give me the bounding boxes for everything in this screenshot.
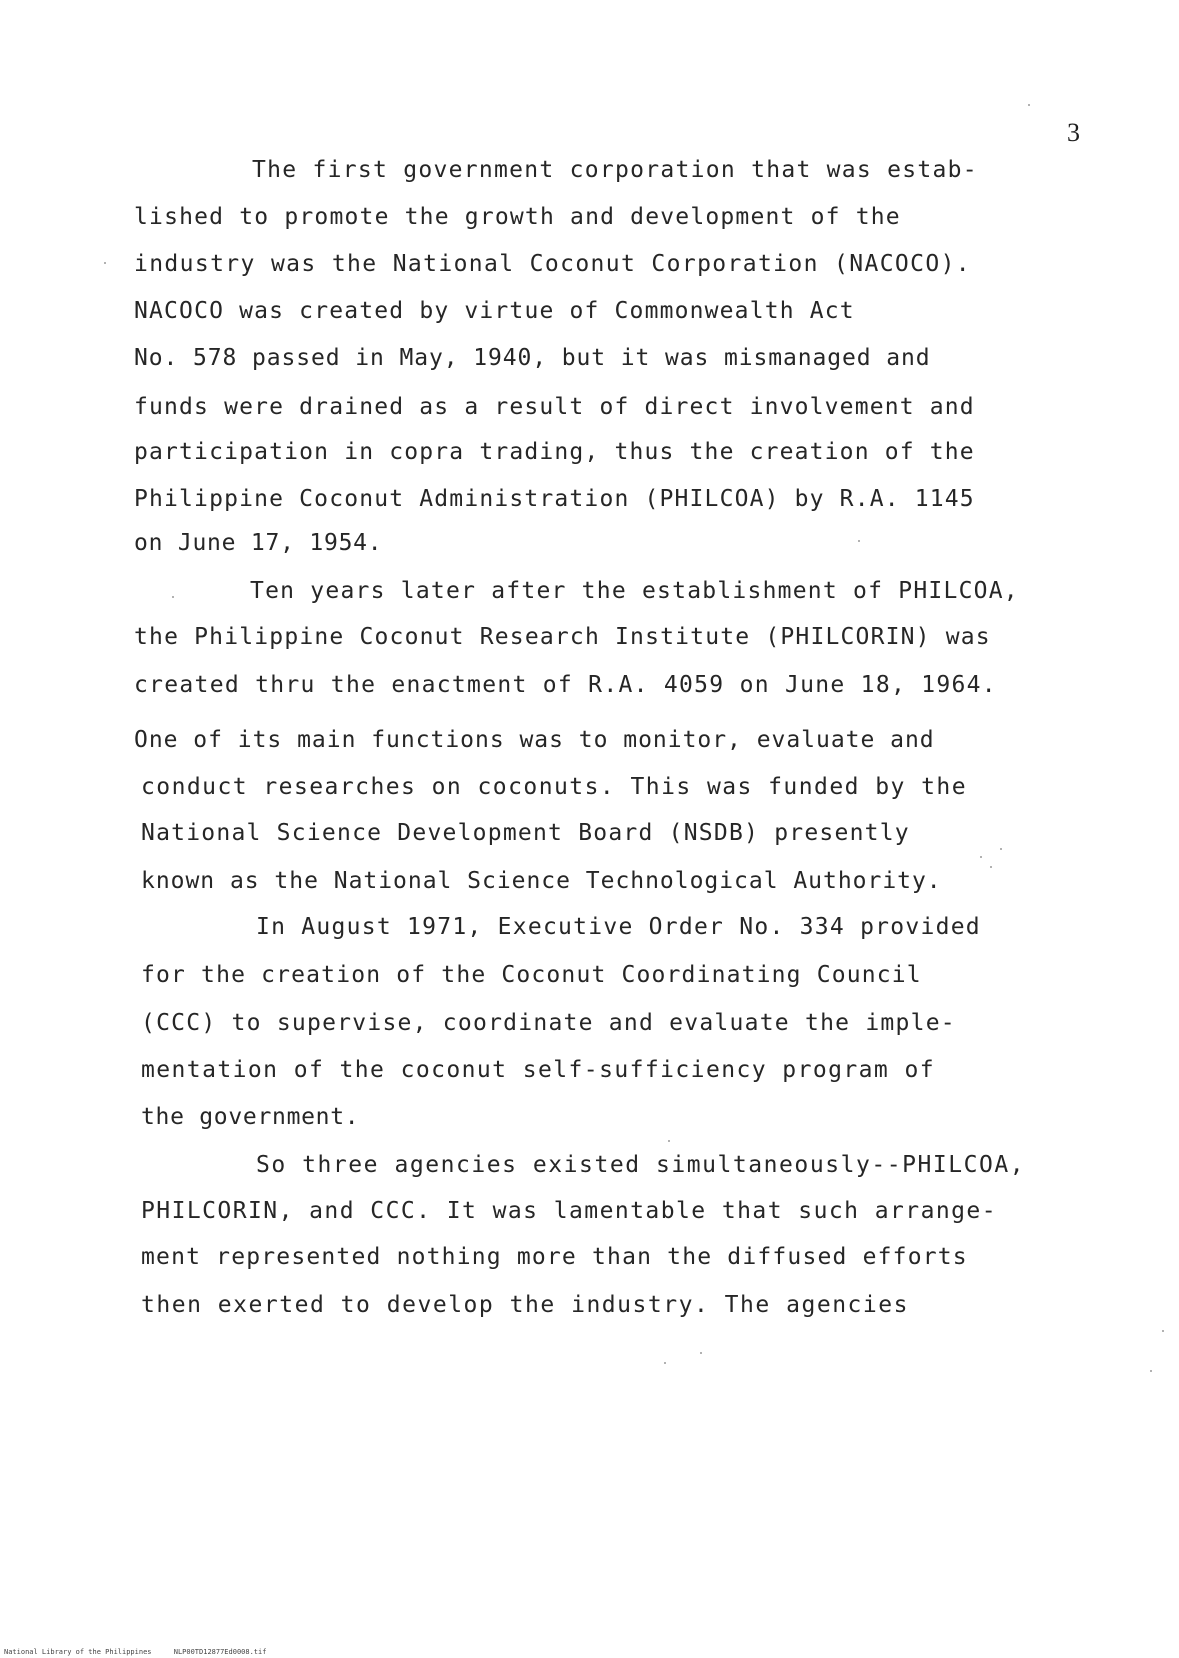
scan-speck	[1150, 1370, 1152, 1372]
text-line: known as the National Science Technological Authority.	[141, 868, 942, 894]
text-line: on June 17, 1954.	[134, 530, 383, 556]
text-line: So three agencies existed simultaneously--PHILCOA,	[256, 1152, 1026, 1178]
footer-file-id: NLP00TD12877Ed0008.tif	[173, 1648, 267, 1656]
page-number: 3	[1067, 118, 1080, 147]
text-line: Philippine Coconut Administration (PHILCOA) by R.A. 1145	[134, 486, 975, 512]
scan-speck	[990, 866, 992, 868]
text-line: (CCC) to supervise, coordinate and evaluate the imple-	[141, 1010, 956, 1036]
text-line: the Philippine Coconut Research Institute (PHILCORIN) was	[134, 624, 991, 650]
scan-speck	[172, 596, 174, 598]
footer-library: National Library of the Philippines	[4, 1648, 152, 1656]
scan-speck	[980, 856, 982, 858]
scan-speck	[668, 1140, 670, 1142]
text-line: conduct researches on coconuts. This was funded by the	[141, 774, 967, 800]
scan-speck	[1000, 848, 1002, 850]
text-line: industry was the National Coconut Corporation (NACOCO).	[134, 251, 972, 277]
scan-speck	[858, 540, 860, 542]
text-line: funds were drained as a result of direct involvement and	[134, 394, 975, 420]
text-line: created thru the enactment of R.A. 4059 on June 18, 1964.	[134, 672, 997, 698]
text-line: the government.	[141, 1104, 360, 1130]
text-line: NACOCO was created by virtue of Commonwealth Act	[134, 298, 855, 324]
scan-speck	[104, 262, 106, 264]
text-line: then exerted to develop the industry. The agencies	[141, 1292, 909, 1318]
scan-speck	[664, 1362, 666, 1364]
text-line: No. 578 passed in May, 1940, but it was mismanaged and	[134, 345, 931, 371]
text-line: National Science Development Board (NSDB) presently	[141, 820, 910, 846]
text-line: The first government corporation that was estab-	[252, 157, 978, 183]
text-line: participation in copra trading, thus the creation of the	[134, 439, 975, 465]
scan-footer	[4, 1648, 284, 1656]
text-line: Ten years later after the establishment of PHILCOA,	[250, 578, 1019, 604]
text-line: One of its main functions was to monitor, evaluate and	[134, 727, 935, 753]
text-line: mentation of the coconut self-sufficiency program of	[141, 1057, 935, 1083]
text-line: In August 1971, Executive Order No. 334 provided	[256, 914, 981, 940]
text-line: PHILCORIN, and CCC. It was lamentable that such arrange-	[141, 1198, 997, 1224]
text-line: for the creation of the Coconut Coordinating Council	[141, 962, 922, 988]
scan-speck	[1162, 1330, 1164, 1332]
scan-speck	[700, 1352, 702, 1354]
text-line: lished to promote the growth and development of the	[134, 204, 901, 230]
scan-speck	[1028, 104, 1030, 106]
text-line: ment represented nothing more than the diffused efforts	[141, 1244, 968, 1270]
